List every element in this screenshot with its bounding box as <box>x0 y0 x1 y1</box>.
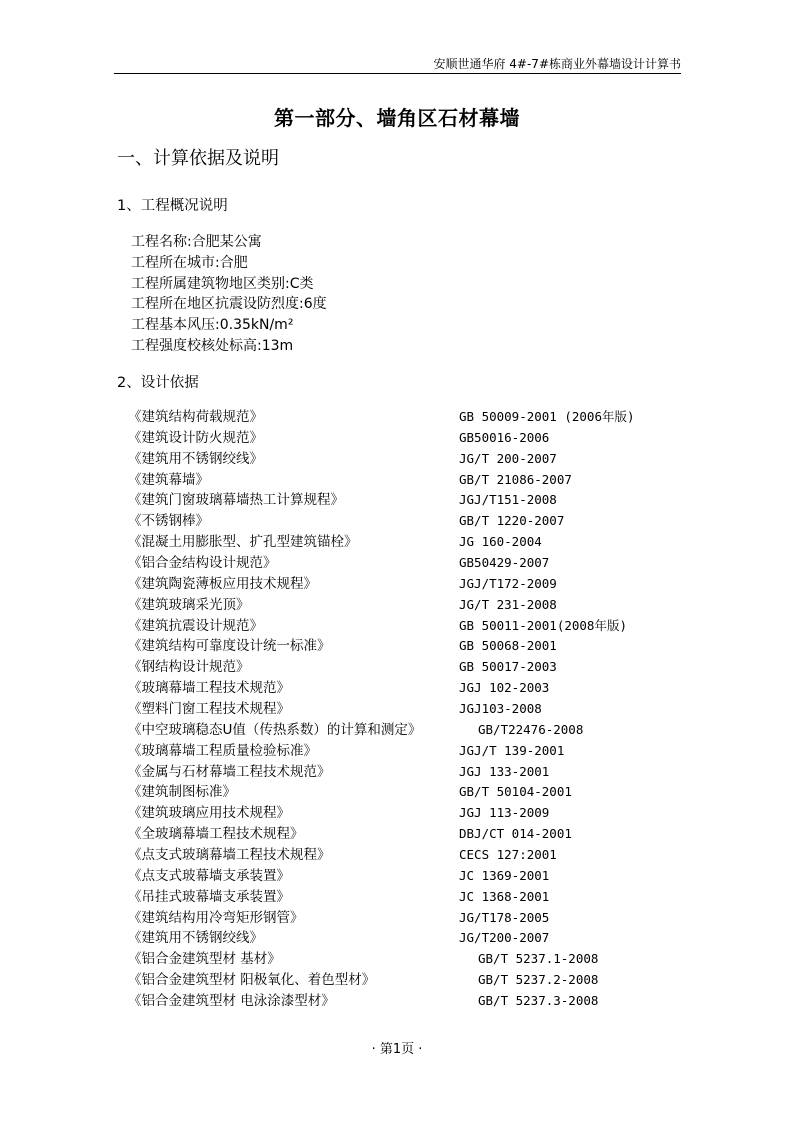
reference-code: GB/T 5237.2-2008 <box>478 972 599 988</box>
reference-name: 《玻璃幕墙工程技术规范》 <box>128 680 290 697</box>
reference-name: 《金属与石材幕墙工程技术规范》 <box>128 763 331 780</box>
reference-code: JGJ 113-2009 <box>459 805 550 821</box>
reference-name: 《建筑陶瓷薄板应用技术规程》 <box>128 575 317 592</box>
project-info-item: 工程名称:合肥某公寓 <box>131 234 262 250</box>
reference-code: JG/T 200-2007 <box>459 450 557 466</box>
reference-name: 《全玻璃幕墙工程技术规程》 <box>128 826 304 843</box>
reference-code: GB/T 5237.1-2008 <box>478 951 599 967</box>
reference-name: 《建筑幕墙》 <box>128 471 209 488</box>
reference-code: GB/T 1220-2007 <box>459 513 565 529</box>
reference-code: JG 160-2004 <box>459 534 542 550</box>
reference-code: GB50429-2007 <box>459 555 550 571</box>
reference-name: 《建筑玻璃应用技术规程》 <box>128 805 290 822</box>
reference-name: 《吊挂式玻幕墙支承装置》 <box>128 888 290 905</box>
reference-name: 《中空玻璃稳态U值（传热系数）的计算和测定》 <box>128 721 422 738</box>
reference-code: JGJ/T172-2009 <box>459 575 557 591</box>
reference-name: 《建筑用不锈钢绞线》 <box>128 450 263 467</box>
reference-code: JC 1369-2001 <box>459 867 550 883</box>
page-number: · 第1页 · <box>371 1042 423 1057</box>
reference-code: JC 1368-2001 <box>459 888 550 904</box>
document-title: 第一部分、墙角区石材幕墙 <box>274 106 520 130</box>
reference-name: 《混凝土用膨胀型、扩孔型建筑锚栓》 <box>128 534 358 551</box>
reference-name: 《不锈钢棒》 <box>128 513 209 530</box>
reference-name: 《建筑结构荷载规范》 <box>128 409 263 425</box>
reference-name: 《塑料门窗工程技术规程》 <box>128 701 290 718</box>
reference-name: 《铝合金结构设计规范》 <box>128 555 277 572</box>
reference-code: JGJ103-2008 <box>459 701 542 717</box>
reference-code: GB 50011-2001(2008年版) <box>459 617 627 633</box>
reference-code: DBJ/CT 014-2001 <box>459 826 572 842</box>
reference-name: 《建筑结构可靠度设计统一标准》 <box>128 638 331 655</box>
project-info-item: 工程所属建筑物地区类别:C类 <box>131 275 314 292</box>
reference-name: 《点支式玻幕墙支承装置》 <box>128 867 290 884</box>
section-heading: 一、计算依据及说明 <box>117 148 279 169</box>
project-info-list <box>131 232 327 357</box>
project-info-item: 工程基本风压:0.35kN/m² <box>131 317 294 334</box>
reference-code: GB/T 21086-2007 <box>459 471 572 487</box>
reference-code: GB 50009-2001 (2006年版) <box>459 409 635 424</box>
reference-name: 《建筑设计防火规范》 <box>128 429 263 446</box>
reference-name: 《点支式玻璃幕墙工程技术规程》 <box>128 847 331 864</box>
reference-name: 《建筑结构用冷弯矩形钢管》 <box>128 909 304 926</box>
project-info-item: 工程所在城市:合肥 <box>131 254 248 271</box>
reference-code: GB 50017-2003 <box>459 659 557 675</box>
project-info-item: 工程所在地区抗震设防烈度:6度 <box>131 296 327 313</box>
subsection-heading-overview: 1、工程概况说明 <box>117 198 228 214</box>
reference-code: GB 50068-2001 <box>459 638 557 654</box>
reference-code: JGJ/T151-2008 <box>459 492 557 508</box>
reference-code: JG/T178-2005 <box>459 909 550 925</box>
reference-code: JGJ 102-2003 <box>459 680 550 696</box>
subsection-heading-basis: 2、设计依据 <box>117 375 199 391</box>
reference-code: GB/T 50104-2001 <box>459 784 572 800</box>
reference-name: 《建筑用不锈钢绞线》 <box>128 930 263 947</box>
reference-name: 《钢结构设计规范》 <box>128 659 250 676</box>
reference-code: JG/T 231-2008 <box>459 596 557 612</box>
reference-code: JGJ/T 139-2001 <box>459 742 565 758</box>
reference-code: GB50016-2006 <box>459 429 550 445</box>
project-info-item: 工程强度校核处标高:13m <box>131 337 294 354</box>
reference-code: CECS 127:2001 <box>459 847 557 863</box>
reference-name: 《建筑玻璃采光顶》 <box>128 596 250 613</box>
reference-code: GB/T 5237.3-2008 <box>478 993 599 1009</box>
reference-name: 《铝合金建筑型材 基材》 <box>128 951 281 968</box>
header-divider <box>114 73 681 74</box>
reference-name: 《玻璃幕墙工程质量检验标准》 <box>128 742 317 759</box>
reference-code: GB/T22476-2008 <box>478 721 584 737</box>
reference-name: 《建筑抗震设计规范》 <box>128 617 263 634</box>
reference-name: 《铝合金建筑型材 电泳涂漆型材》 <box>128 993 335 1010</box>
reference-name: 《建筑制图标准》 <box>128 784 236 801</box>
reference-name: 《建筑门窗玻璃幕墙热工计算规程》 <box>128 492 344 509</box>
reference-name: 《铝合金建筑型材 阳极氧化、着色型材》 <box>128 972 376 989</box>
reference-code: JGJ 133-2001 <box>459 763 550 779</box>
page-header: 安顺世通华府 4#-7#栋商业外幕墙设计计算书 <box>433 57 681 71</box>
reference-code: JG/T200-2007 <box>459 930 550 946</box>
